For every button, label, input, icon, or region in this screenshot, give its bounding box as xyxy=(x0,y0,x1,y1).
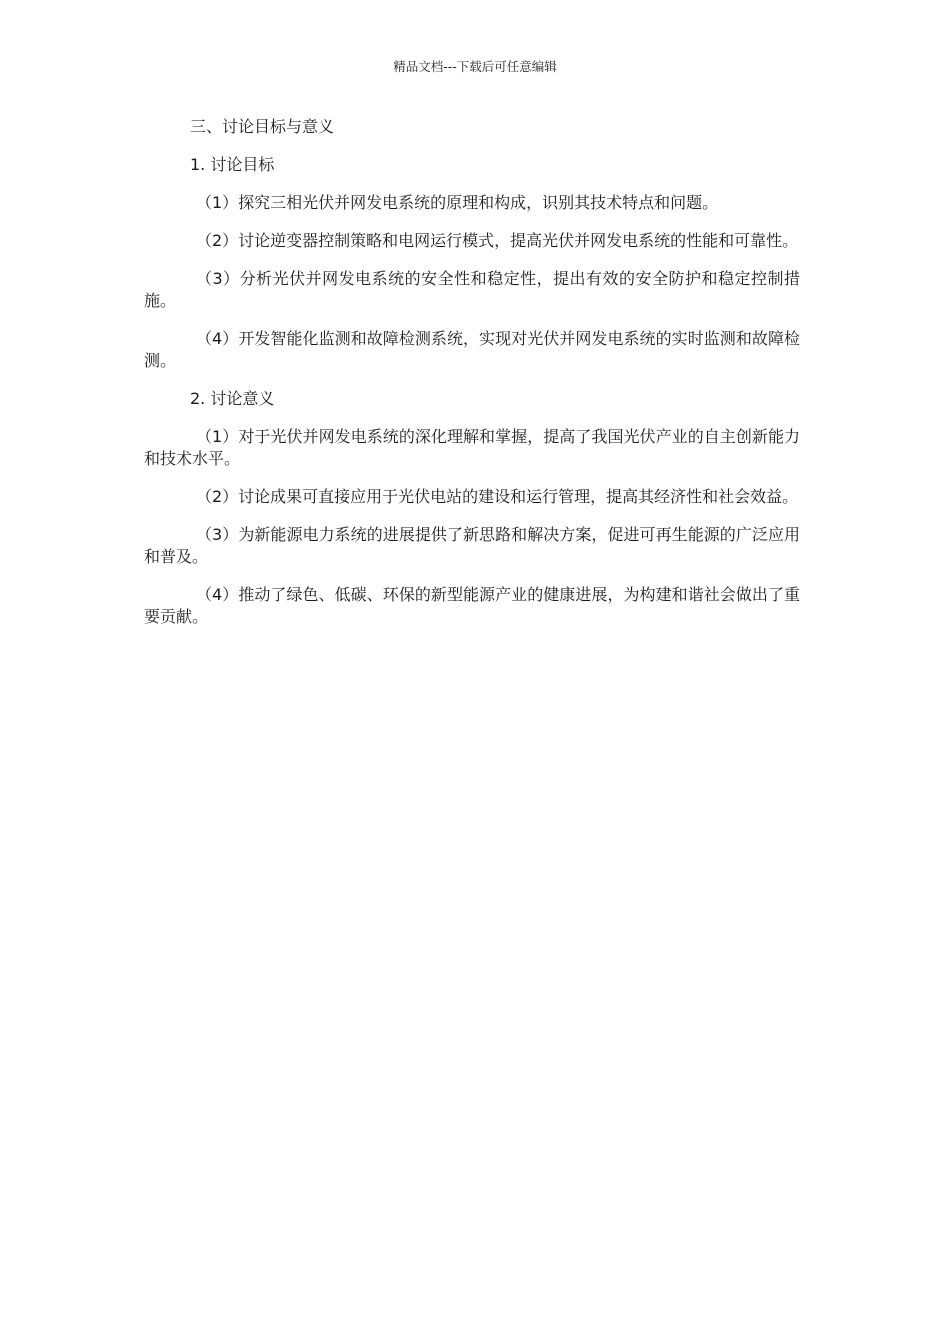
document-body xyxy=(144,116,800,644)
significance-item: （1）对于光伏并网发电系统的深化理解和掌握，提高了我国光伏产业的自主创新能力和技术水平。 xyxy=(144,427,800,468)
significance-heading: 2. 讨论意义 xyxy=(190,389,275,408)
goal-item: （4）开发智能化监测和故障检测系统，实现对光伏并网发电系统的实时监测和故障检测。 xyxy=(144,329,800,370)
goal-item: （2）讨论逆变器控制策略和电网运行模式，提高光伏并网发电系统的性能和可靠性。 xyxy=(196,231,799,250)
goal-item: （3）分析光伏并网发电系统的安全性和稳定性，提出有效的安全防护和稳定控制措施。 xyxy=(144,269,800,310)
significance-item: （4）推动了绿色、低碳、环保的新型能源产业的健康进展，为构建和谐社会做出了重要贡献。 xyxy=(144,585,800,626)
significance-item: （2）讨论成果可直接应用于光伏电站的建设和运行管理，提高其经济性和社会效益。 xyxy=(196,487,799,506)
goals-heading: 1. 讨论目标 xyxy=(190,155,275,174)
significance-item: （3）为新能源电力系统的进展提供了新思路和解决方案，促进可再生能源的广泛应用和普及。 xyxy=(144,525,800,566)
page-header: 精品文档---下载后可任意编辑 xyxy=(393,59,557,74)
section-title: 三、讨论目标与意义 xyxy=(190,117,335,136)
goal-item: （1）探究三相光伏并网发电系统的原理和构成，识别其技术特点和问题。 xyxy=(196,193,719,212)
